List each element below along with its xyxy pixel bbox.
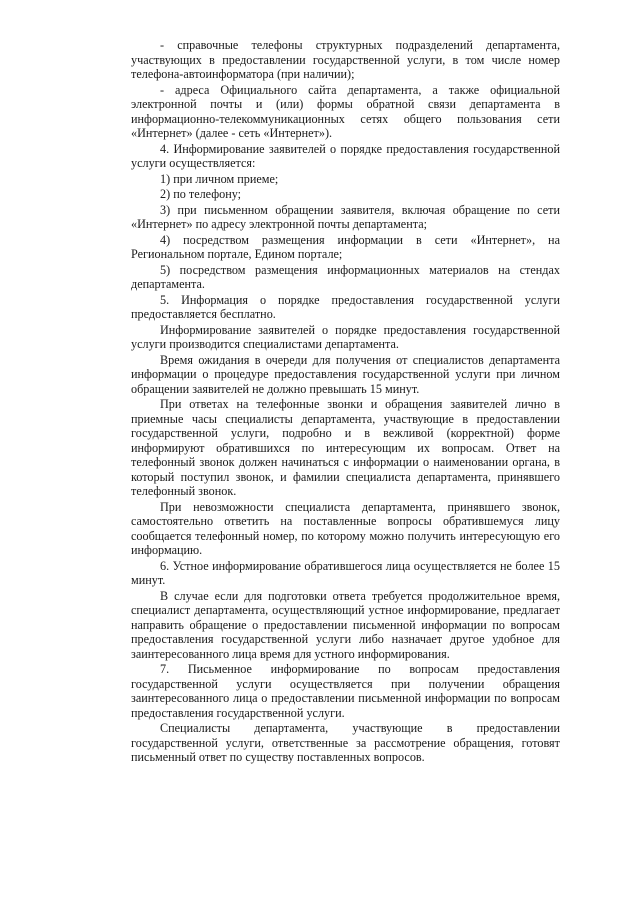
list-item-info-stands: 5) посредством размещения информационных материалов на стендах департамента. — [131, 262, 560, 291]
paragraph-contact-phones: - справочные телефоны структурных подразделений департамента, участвующих в предоставлении государственной услуги, в том числе номер телефона-автоинформатора (при наличии); — [131, 38, 560, 81]
document-body — [131, 38, 560, 765]
paragraph-item-5: 5. Информация о порядке предоставления государственной услуги предоставляется бесплатно. — [131, 292, 560, 321]
paragraph-item-6: 6. Устное информирование обратившегося лица осуществляется не более 15 минут. — [131, 558, 560, 587]
paragraph-written-answer: Специалисты департамента, участвующие в предоставлении государственной услуги, ответственные за рассмотрение обращения, готовят письменный ответ по существу поставленных вопросов. — [131, 721, 560, 764]
paragraph-long-preparation: В случае если для подготовки ответа требуется продолжительное время, специалист департамента, осуществляющий устное информирование, предлагает направить обращение о предоставлении письменной информации по вопросам предоставления государственной услуги либо назначает другое удобное для заинтересованного лица время для устного информирования. — [131, 588, 560, 661]
list-item-internet-portals: 4) посредством размещения информации в сети «Интернет», на Региональном портале, Едином портале; — [131, 232, 560, 261]
paragraph-item-4: 4. Информирование заявителей о порядке предоставления государственной услуги осуществляется: — [131, 141, 560, 170]
paragraph-unable-to-answer: При невозможности специалиста департамента, принявшего звонок, самостоятельно ответить на поставленные вопросы обратившемуся лицу сообщается телефонный номер, по которому можно получить интересующую его информацию. — [131, 499, 560, 557]
paragraph-waiting-time: Время ожидания в очереди для получения от специалистов департамента информации о процедуре предоставления государственной услуги при личном обращении заявителей не должно превышать 15 минут. — [131, 352, 560, 396]
list-item-written-request: 3) при письменном обращении заявителя, включая обращение по сети «Интернет» по адресу электронной почты департамента; — [131, 202, 560, 231]
list-item-personal-reception: 1) при личном приеме; — [160, 171, 279, 186]
paragraph-informing-specialists: Информирование заявителей о порядке предоставления государственной услуги производится специалистами департамента. — [131, 322, 560, 351]
paragraph-item-7: 7. Письменное информирование по вопросам предоставления государственной услуги осуществляется при получении обращения заинтересованного лица о предоставлении письменной информации по вопросам предоставления государственной услуги. — [131, 662, 560, 720]
list-item-phone: 2) по телефону; — [160, 187, 242, 201]
paragraph-phone-answers: При ответах на телефонные звонки и обращения заявителей лично в приемные часы специалисты департамента, участвующие в предоставлении государственной услуги, подробно и в вежливой (корректной) форме информируют обратившихся по интересующим их вопросам. Ответ на телефонный звонок должен начинаться с информации о наименовании органа, в который поступил звонок, и фамилии специалиста департамента, принявшего телефонный звонок. — [131, 397, 560, 498]
paragraph-website-addresses: - адреса Официального сайта департамента, а также официальной электронной почты и (или) формы обратной связи департамента в информационно-телекоммуникационных сетях общего пользования сети «Интернет» (далее - сеть «Интернет»). — [131, 82, 560, 140]
